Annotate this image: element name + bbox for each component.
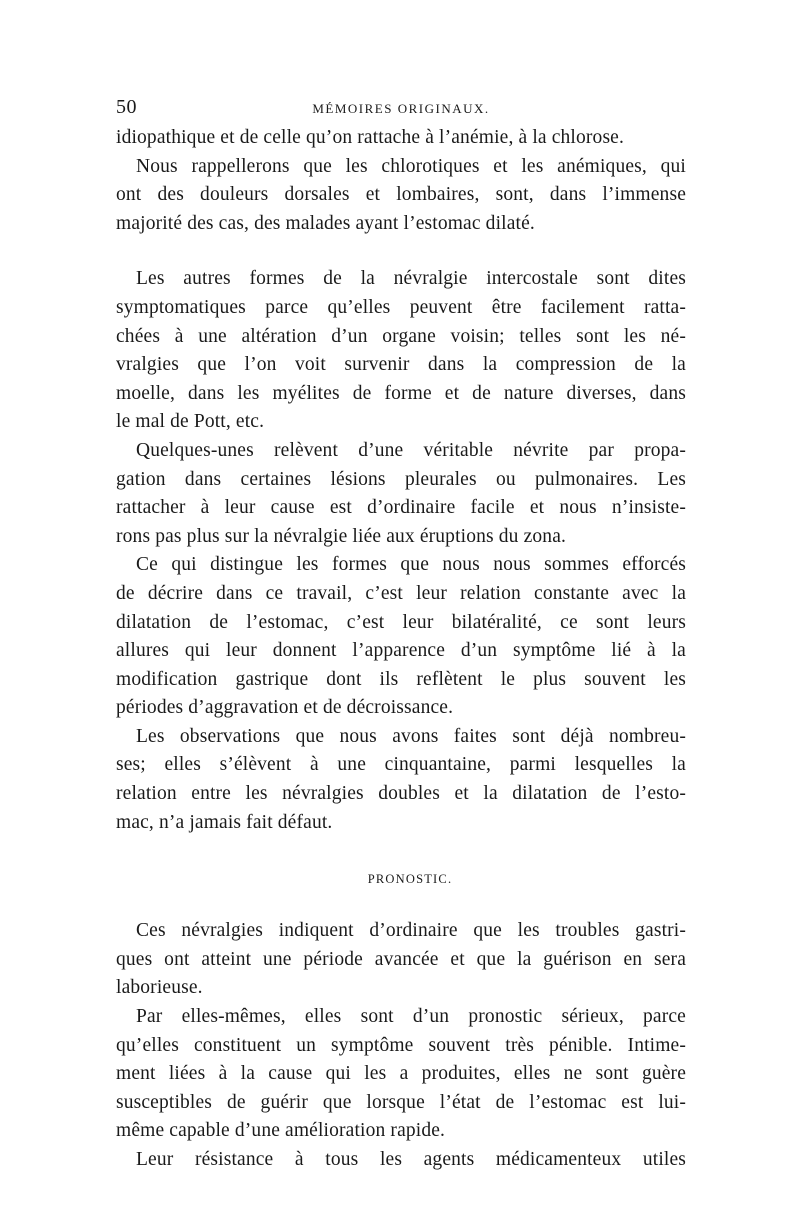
text-line: Par elles-mêmes, elles sont d’un pronostic sérieux, parce xyxy=(136,1006,686,1028)
text-line: de décrire dans ce travail, c’est leur relation constante avec la xyxy=(116,582,686,604)
text-line: ses; elles s’élèvent à une cinquantaine, parmi lesquelles la xyxy=(116,754,686,776)
text-line: symptomatiques parce qu’elles peuvent être facilement ratta- xyxy=(116,296,686,318)
text-line: vralgies que l’on voit survenir dans la compression de la xyxy=(116,354,686,376)
text-line: allures qui leur donnent l’apparence d’un symptôme lié à la xyxy=(116,640,686,662)
text-line: ont des douleurs dorsales et lombaires, sont, dans l’immense xyxy=(116,184,686,206)
text-line: chées à une altération d’un organe voisin; telles sont les né- xyxy=(116,325,686,347)
text-line: susceptibles de guérir que lorsque l’état de l’estomac est lui- xyxy=(116,1091,686,1113)
paragraph-formes-symptomatiques xyxy=(116,265,686,437)
text-line: relation entre les névralgies doubles et la dilatation de l’esto- xyxy=(116,783,686,805)
paragraph-chlorotiques xyxy=(116,153,686,239)
paragraph-continuation xyxy=(116,124,686,153)
paragraph-observations xyxy=(116,723,686,837)
text-line: Quelques-unes relèvent d’une véritable névrite par propa- xyxy=(136,439,686,461)
paragraph-distingue xyxy=(116,551,686,723)
book-page xyxy=(116,96,686,1175)
paragraph-pronostic-serieux xyxy=(116,1003,686,1146)
text-line: dilatation de l’estomac, c’est leur bilatéralité, ce sont leurs xyxy=(116,611,686,633)
text-line: le mal de Pott, etc. xyxy=(116,411,265,433)
section-gap xyxy=(116,837,686,869)
text-line: mac, n’a jamais fait défaut. xyxy=(116,811,333,833)
section-gap xyxy=(116,889,686,917)
paragraph-nevrite xyxy=(116,437,686,551)
text-line: Ce qui distingue les formes que nous nous sommes efforcés xyxy=(136,554,686,576)
running-title: MÉMOIRES ORIGINAUX. xyxy=(312,101,490,116)
text-line: idiopathique et de celle qu’on rattache à l’anémie, à la chlorose. xyxy=(116,127,625,148)
text-line: gation dans certaines lésions pleurales ou pulmonaires. Les xyxy=(116,468,686,490)
text-line: modification gastrique dont ils reflètent le plus souvent les xyxy=(116,668,686,690)
text-line: qu’elles constituent un symptôme souvent très pénible. Intime- xyxy=(116,1034,686,1056)
section-heading: PRONOSTIC. xyxy=(367,872,453,887)
text-line: majorité des cas, des malades ayant l’estomac dilaté. xyxy=(116,212,535,234)
text-line: Leur résistance à tous les agents médicamenteux utiles xyxy=(136,1149,686,1170)
text-line: Ces névralgies indiquent d’ordinaire que les troubles gastri- xyxy=(136,920,686,942)
text-line: rons pas plus sur la névralgie liée aux éruptions du zona. xyxy=(116,525,567,547)
text-line: moelle, dans les myélites de forme et de nature diverses, dans xyxy=(116,382,686,404)
text-line: laborieuse. xyxy=(116,977,203,999)
page-number: 50 xyxy=(116,96,137,118)
running-head xyxy=(116,96,686,124)
text-line: rattacher à leur cause est d’ordinaire facile et nous n’insiste- xyxy=(116,497,686,519)
text-line: Nous rappellerons que les chlorotiques et les anémiques, qui xyxy=(136,155,686,177)
text-line: même capable d’une amélioration rapide. xyxy=(116,1120,446,1142)
text-line: ment liées à la cause qui les a produites, elles ne sont guère xyxy=(116,1063,686,1085)
paragraph-gap xyxy=(116,238,686,265)
paragraph-pronostic-intro xyxy=(116,917,686,1003)
paragraph-resistance xyxy=(116,1146,686,1175)
text-line: Les observations que nous avons faites sont déjà nombreu- xyxy=(136,725,686,747)
text-line: Les autres formes de la névralgie intercostale sont dites xyxy=(136,268,686,290)
text-line: périodes d’aggravation et de décroissance. xyxy=(116,697,454,719)
text-line: ques ont atteint une période avancée et que la guérison en sera xyxy=(116,948,686,970)
